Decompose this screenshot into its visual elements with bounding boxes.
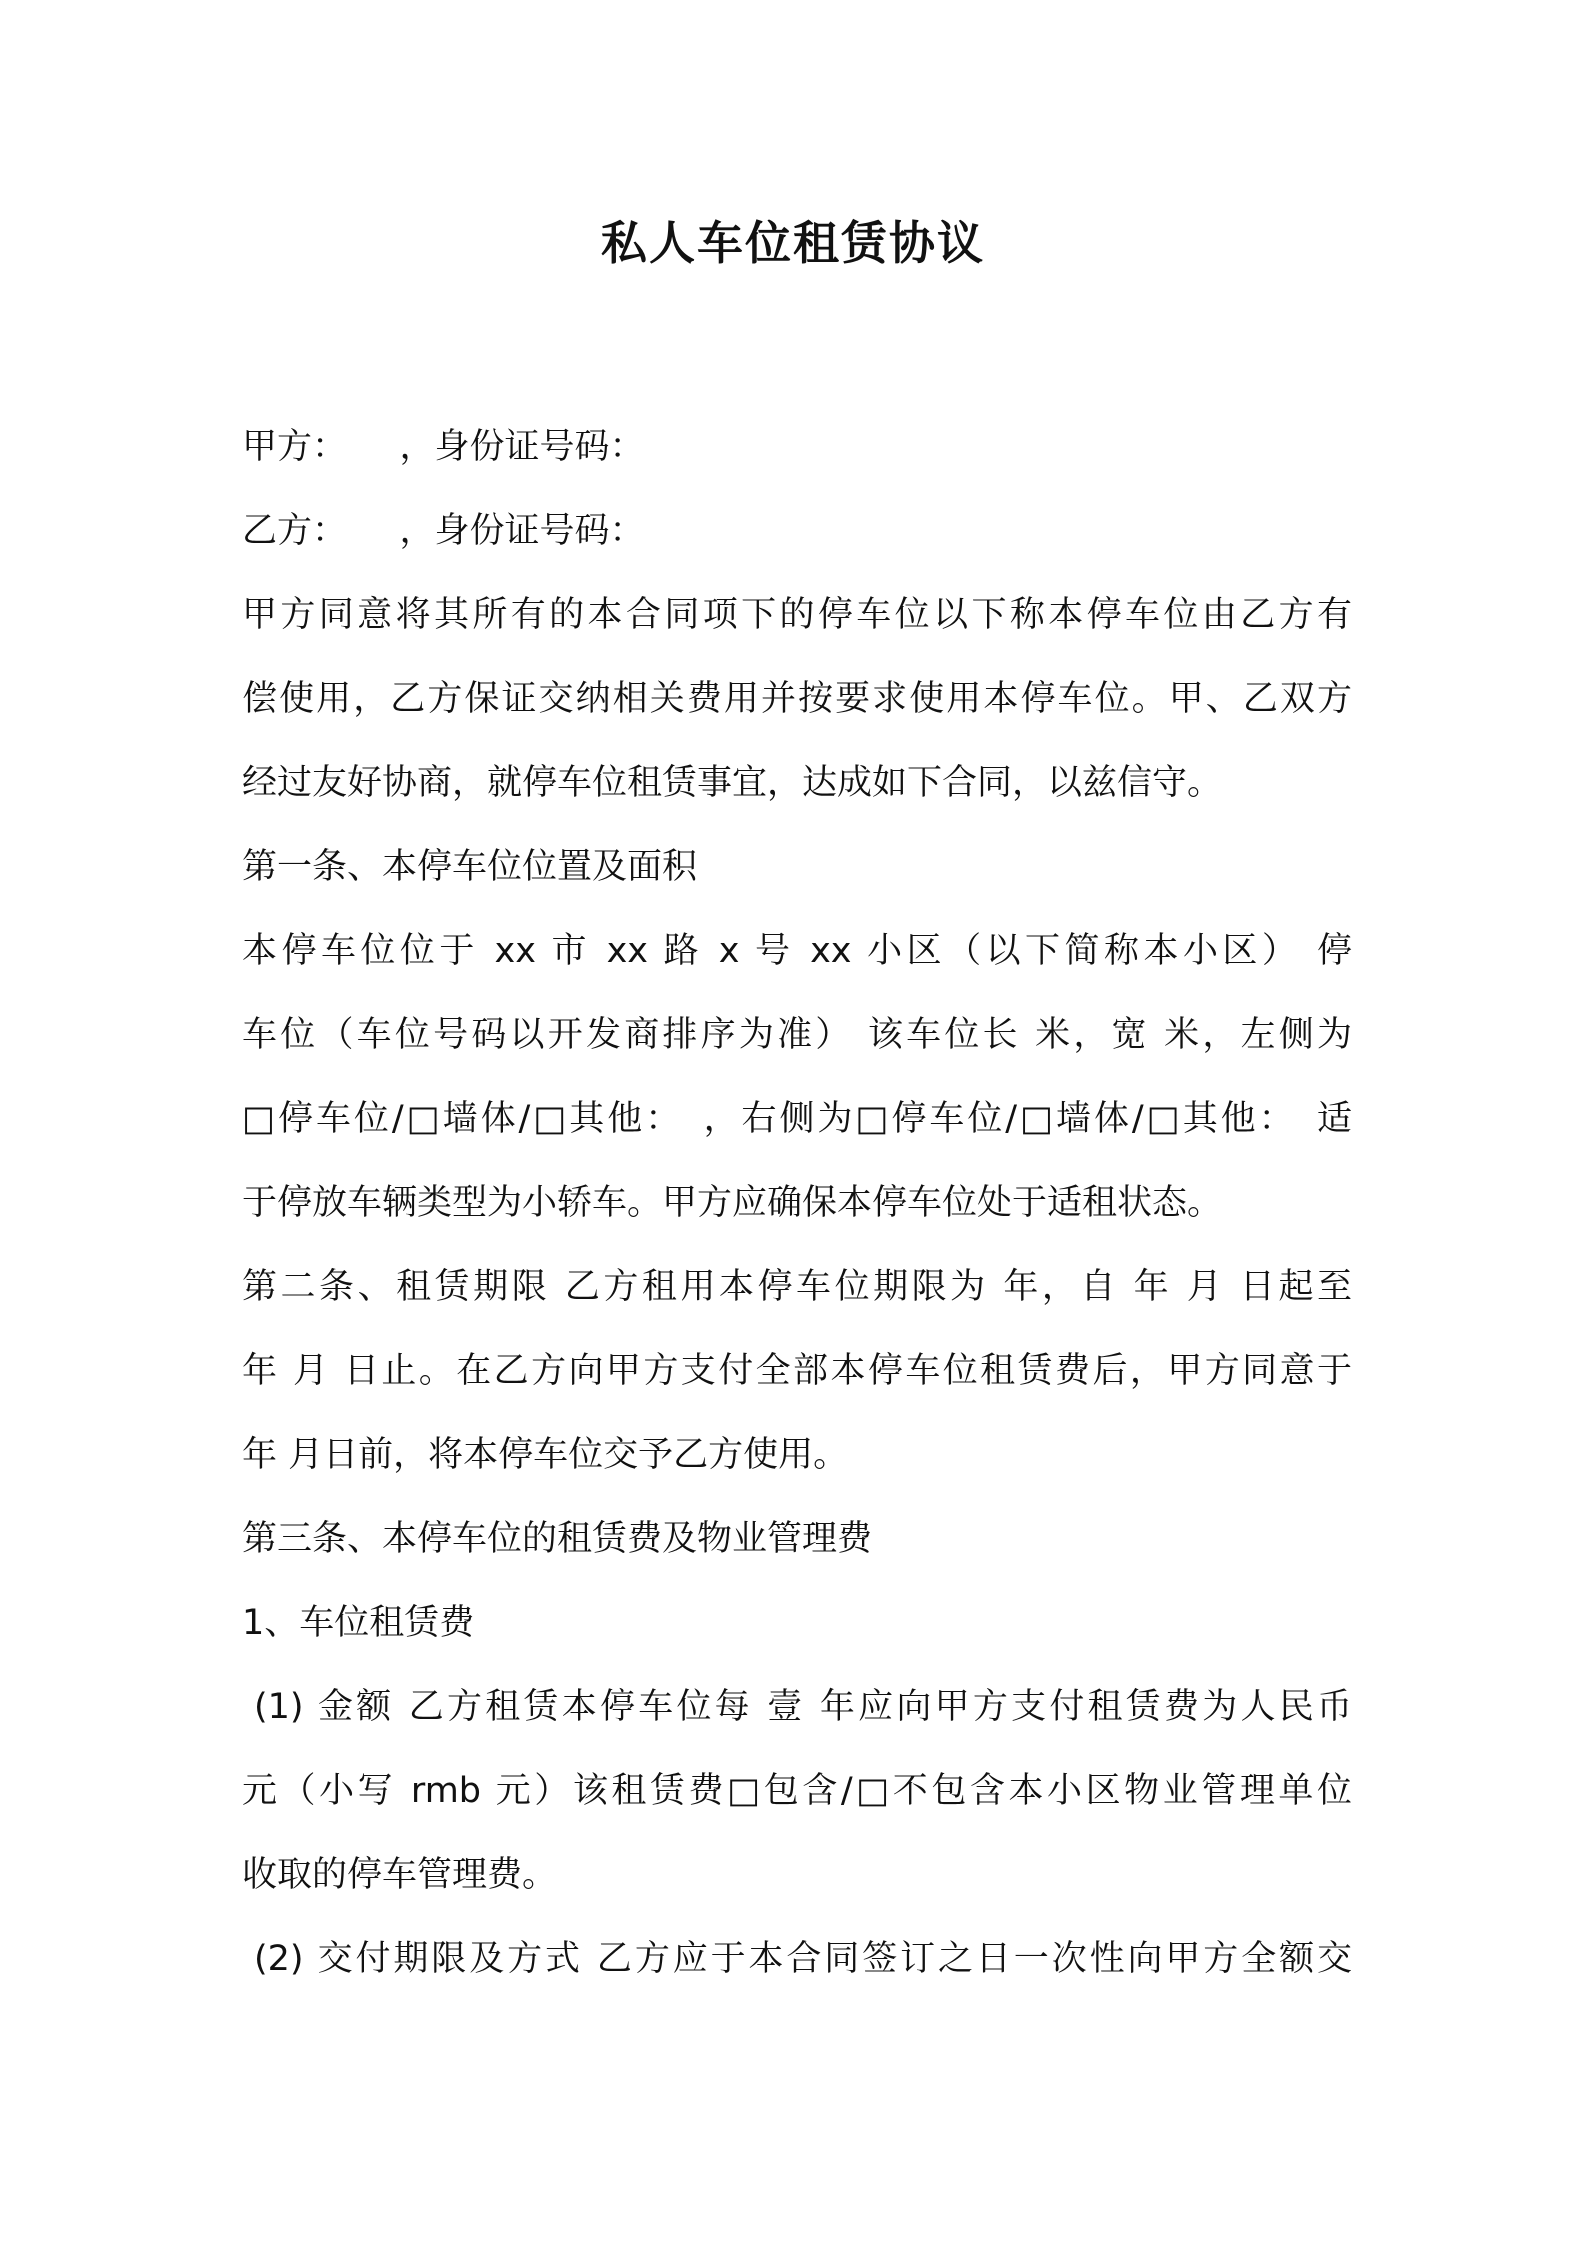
document-title: 私人车位租赁协议	[601, 216, 985, 270]
party-a-line: 甲方： ，身份证号码：	[242, 427, 645, 467]
document-body	[242, 405, 1352, 2001]
paragraph-line: 车位（车位号码以开发商排序为准） 该车位长 米，宽 米，左侧为	[242, 1015, 1352, 1055]
paragraph-line: 收取的停车管理费。	[242, 1855, 558, 1895]
paragraph-line: □停车位/□墙体/□其他： ，右侧为□停车位/□墙体/□其他： 适	[242, 1099, 1352, 1139]
paragraph-line: 偿使用，乙方保证交纳相关费用并按要求使用本停车位。甲、乙双方	[242, 679, 1352, 719]
party-b-line: 乙方： ，身份证号码：	[242, 511, 645, 551]
paragraph-line: 年 月 日止。在乙方向甲方支付全部本停车位租赁费后，甲方同意于	[242, 1351, 1352, 1391]
section-heading: 1、车位租赁费	[242, 1603, 475, 1643]
paragraph-line: 第二条、租赁期限 乙方租用本停车位期限为 年，自 年 月 日起至	[242, 1267, 1352, 1307]
article-heading: 第一条、本停车位位置及面积	[242, 847, 698, 887]
paragraph-line: 甲方同意将其所有的本合同项下的停车位以下称本停车位由乙方有	[242, 595, 1352, 635]
paragraph-line: (1) 金额 乙方租赁本停车位每 壹 年应向甲方支付租赁费为人民币	[254, 1687, 1352, 1727]
paragraph-line: 元（小写 rmb 元）该租赁费□包含/□不包含本小区物业管理单位	[242, 1771, 1352, 1811]
paragraph-line: 本停车位位于 xx 市 xx 路 x 号 xx 小区（以下简称本小区） 停	[242, 931, 1352, 971]
paragraph-line: 年 月日前，将本停车位交予乙方使用。	[242, 1435, 849, 1475]
paragraph-line: 经过友好协商，就停车位租赁事宜，达成如下合同，以兹信守。	[242, 763, 1223, 803]
paragraph-line: (2) 交付期限及方式 乙方应于本合同签订之日一次性向甲方全额交	[254, 1939, 1352, 1979]
article-heading: 第三条、本停车位的租赁费及物业管理费	[242, 1519, 873, 1559]
paragraph-line: 于停放车辆类型为小轿车。甲方应确保本停车位处于适租状态。	[242, 1183, 1223, 1223]
